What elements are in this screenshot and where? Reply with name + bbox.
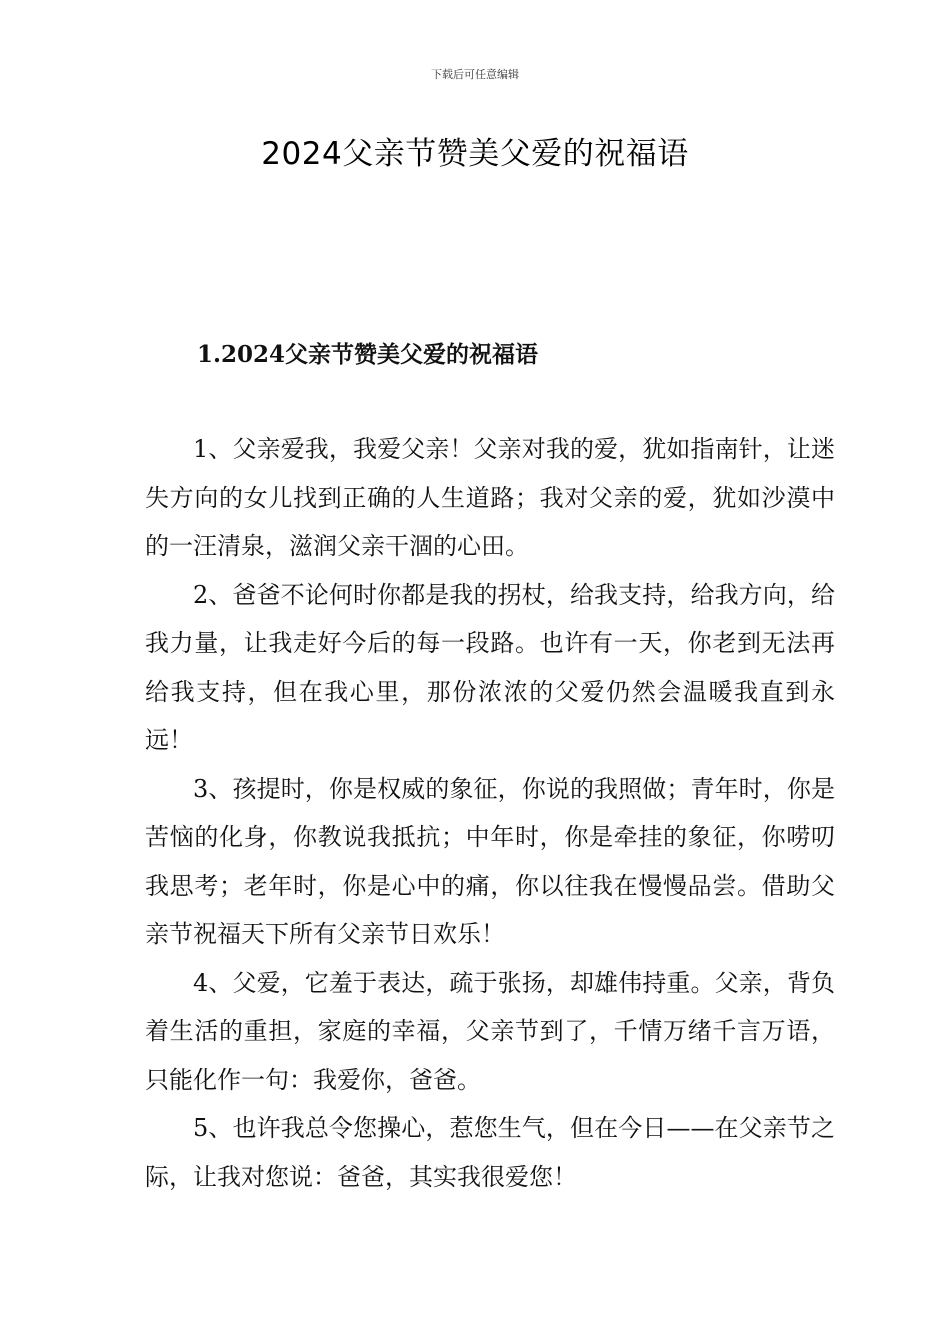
paragraph-1: 1、父亲爱我，我爱父亲！父亲对我的爱，犹如指南针，让迷失方向的女儿找到正确的人生道路；我对父亲的爱，犹如沙漠中的一汪清泉，滋润父亲干涸的心田。 (145, 435, 835, 560)
section-heading: 1.2024父亲节赞美父爱的祝福语 (197, 341, 539, 368)
header-note: 下载后可任意编辑 (431, 68, 519, 81)
paragraph-4: 4、父爱，它羞于表达，疏于张扬，却雄伟持重。父亲，背负着生活的重担，家庭的幸福，父亲节到了，千情万绪千言万语，只能化作一句：我爱你，爸爸。 (145, 968, 835, 1094)
body-text (145, 425, 835, 1201)
paragraph-3: 3、孩提时，你是权威的象征，你说的我照做；青年时，你是苦恼的化身，你教说我抵抗；中年时，你是牵挂的象征，你唠叨我思考；老年时，你是心中的痛，你以往我在慢慢品尝。借助父亲节祝福天下所有父亲节日欢乐！ (145, 774, 835, 948)
paragraph-5: 5、也许我总令您操心，惹您生气，但在今日——在父亲节之际，让我对您说：爸爸，其实我很爱您！ (145, 1114, 835, 1191)
document-title: 2024父亲节赞美父爱的祝福语 (261, 136, 689, 172)
paragraph-2: 2、爸爸不论何时你都是我的拐杖，给我支持，给我方向，给我力量，让我走好今后的每一段路。也许有一天，你老到无法再给我支持，但在我心里，那份浓浓的父爱仍然会温暖我直到永远！ (145, 580, 835, 754)
